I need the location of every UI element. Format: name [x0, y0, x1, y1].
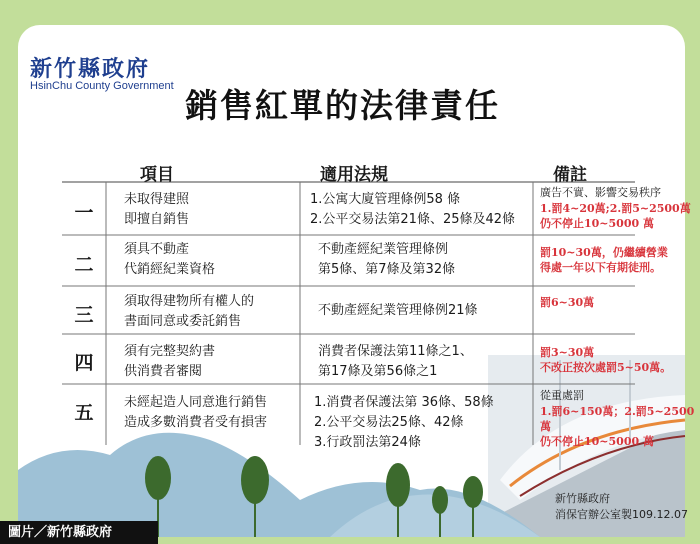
row-law: 不動產經紀業管理條例 第5條、第7條及第32條 — [318, 242, 456, 277]
footer-org: 新竹縣政府 — [555, 492, 610, 505]
row-item: 未取得建照 即擅自銷售 — [124, 192, 190, 227]
row-penalty: 1.罰4~20萬;2.罰5~2500萬 仍不停止10~5000 萬 — [540, 202, 691, 230]
logo-subtext: HsinChu County Government — [30, 80, 174, 92]
row-number: 五 — [74, 402, 94, 424]
row-number: 三 — [74, 304, 94, 326]
row-number: 二 — [74, 254, 94, 276]
row-item: 須具不動產 代銷經紀業資格 — [124, 242, 216, 277]
row-note: 從重處罰 — [540, 389, 584, 402]
column-header-item: 項目 — [140, 165, 174, 185]
row-item: 須取得建物所有權人的 書面同意或委託銷售 — [124, 294, 255, 329]
row-penalty: 罰3~30萬 不改正按次處罰5~50萬。 — [540, 346, 672, 374]
row-law: 1.公寓大廈管理條例58 條 2.公平交易法第21條、25條及42條 — [310, 192, 516, 227]
column-header-note: 備註 — [553, 165, 587, 185]
column-header-law: 適用法規 — [320, 165, 388, 185]
row-number: 四 — [74, 352, 94, 374]
row-item: 須有完整契約書 供消費者審閱 — [124, 344, 216, 379]
row-penalty: 1.罰6~150萬；2.罰5~2500萬 仍不停止10~5000 萬 — [540, 405, 695, 448]
row-penalty: 罰10~30萬，仍繼續營業 得處一年以下有期徒刑。 — [540, 246, 668, 274]
row-number: 一 — [74, 202, 94, 224]
page-title: 銷售紅單的法律責任 — [185, 86, 500, 125]
row-law: 消費者保護法第11條之1、 第17條及第56條之1 — [318, 344, 473, 379]
row-note: 廣告不實、影響交易秩序 — [540, 186, 661, 199]
image-credit: 圖片／新竹縣政府 — [0, 521, 158, 544]
row-penalty: 罰6~30萬 — [540, 296, 595, 309]
row-law: 1.消費者保護法第 36條、58條 2.公平交易法25條、42條 3.行政罰法第24條 — [314, 395, 494, 450]
row-law: 不動產經紀業管理條例21條 — [318, 303, 478, 318]
row-item: 未經起造人同意進行銷售 造成多數消費者受有損害 — [124, 395, 268, 430]
logo-text: 新竹縣政府 — [30, 56, 151, 82]
footer-made-by: 消保官辦公室製109.12.07 — [555, 508, 688, 521]
